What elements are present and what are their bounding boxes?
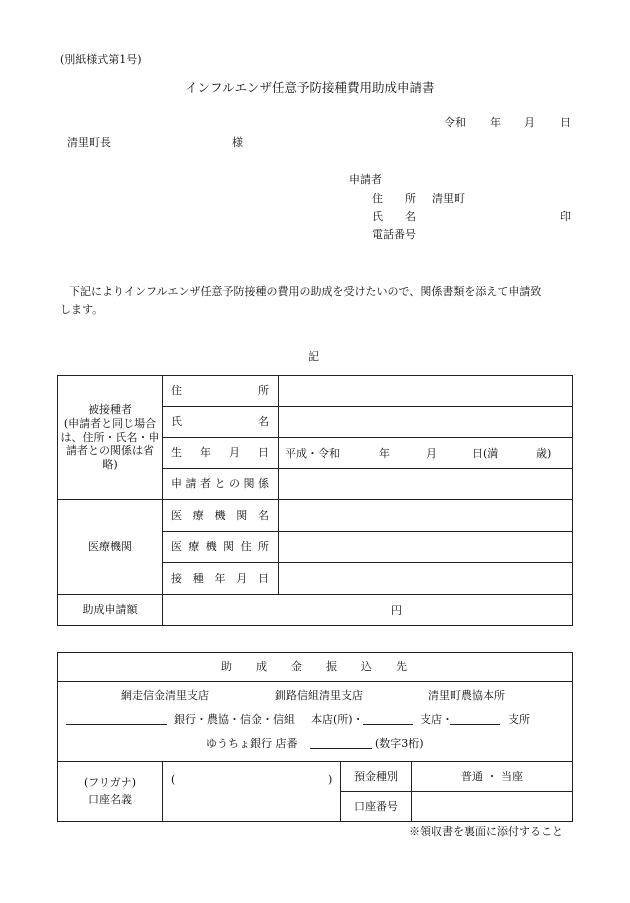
addressee-honorific: 様 bbox=[232, 136, 243, 149]
applicant-phone-label: 電話番号 bbox=[372, 228, 416, 241]
date-day: 日 bbox=[560, 116, 571, 129]
account-holder-label: 口座名義 bbox=[87, 793, 132, 806]
paren-open: ( bbox=[171, 773, 176, 786]
date-year: 年 bbox=[490, 116, 501, 129]
branch-shiten: 支店・ bbox=[420, 713, 453, 726]
body-text-line-1: 下記によりインフルエンザ任意予防接種の費用の助成を受けたいので、関係書類を添えて申請致 bbox=[69, 285, 542, 298]
branch-shisho: 支所 bbox=[508, 713, 530, 726]
account-number-label: 口座番号 bbox=[354, 799, 398, 813]
bank-option-3: 清里町農協本所 bbox=[428, 689, 505, 702]
application-table bbox=[57, 375, 573, 626]
medical-date-field[interactable] bbox=[279, 563, 572, 594]
shiten-blank[interactable] bbox=[450, 713, 500, 725]
birth-era: 平成・令和 bbox=[285, 447, 340, 460]
bank-name-blank[interactable] bbox=[66, 713, 167, 725]
applicant-heading: 申請者 bbox=[349, 173, 382, 186]
account-name-field[interactable] bbox=[163, 762, 340, 821]
amount-field[interactable] bbox=[163, 595, 572, 625]
bank-option-2: 釧路信組清里支店 bbox=[275, 689, 363, 702]
honten-blank[interactable] bbox=[363, 713, 413, 725]
recipient-relation-label: 申 請 者 と の 関 係 bbox=[171, 477, 269, 491]
paren-close: ) bbox=[328, 773, 333, 786]
yucho-digits: (数字3桁) bbox=[375, 737, 424, 750]
recipient-group-label bbox=[58, 376, 162, 499]
account-number-field[interactable] bbox=[412, 792, 572, 821]
medical-group-label: 医療機関 bbox=[88, 540, 132, 554]
addressee-name: 清里町長 bbox=[67, 136, 111, 149]
transfer-table bbox=[57, 652, 573, 822]
medical-address-label: 医 療 機 関 住 所 bbox=[171, 540, 269, 554]
amount-unit: 円 bbox=[391, 604, 402, 617]
form-number: (別紙様式第1号) bbox=[60, 53, 142, 66]
recipient-label-line-2: (申請者と同じ場合 bbox=[63, 416, 157, 430]
furigana-label: (フリガナ) bbox=[83, 776, 137, 790]
transfer-header: 助 成 金 振 込 先 bbox=[221, 660, 407, 674]
medical-date-label: 接 種 年 月 日 bbox=[171, 571, 269, 585]
bank-types: 銀行・農協・信金・信組 bbox=[174, 713, 295, 726]
applicant-address-value: 清里町 bbox=[432, 192, 465, 205]
birth-year: 年 bbox=[379, 447, 390, 460]
recipient-label-line-4: 請者との関係は省 bbox=[66, 444, 154, 458]
recipient-address-field[interactable] bbox=[279, 376, 572, 406]
receipt-note: ※領収書を裏面に添付すること bbox=[409, 825, 563, 838]
recipient-birth-label: 生 年 月 日 bbox=[171, 446, 269, 460]
medical-name-label: 医 療 機 関 名 bbox=[171, 508, 269, 522]
yucho-branch-blank[interactable] bbox=[310, 737, 372, 749]
birth-age-unit: 歳) bbox=[536, 447, 552, 460]
applicant-address-label: 住 所 bbox=[372, 192, 416, 205]
medical-name-field[interactable] bbox=[279, 500, 572, 531]
birth-month: 月 bbox=[426, 447, 437, 460]
form-title: インフルエンザ任意予防接種費用助成申請書 bbox=[185, 80, 435, 95]
medical-address-field[interactable] bbox=[279, 532, 572, 562]
body-text-line-2: します。 bbox=[60, 303, 104, 316]
recipient-relation-field[interactable] bbox=[279, 469, 572, 499]
bank-option-1: 網走信金清里支店 bbox=[121, 689, 209, 702]
amount-label: 助成申請額 bbox=[82, 603, 138, 617]
recipient-birth-field[interactable] bbox=[279, 438, 572, 468]
date-month: 月 bbox=[524, 116, 535, 129]
birth-day-age: 日(満 bbox=[472, 447, 499, 460]
applicant-seal: 印 bbox=[560, 210, 571, 223]
deposit-type-options[interactable]: 普通 ・ 当座 bbox=[461, 769, 523, 783]
recipient-name-label: 氏 名 bbox=[171, 415, 269, 429]
branch-honten: 本店(所)・ bbox=[311, 713, 364, 726]
applicant-name-label: 氏 名 bbox=[372, 210, 416, 223]
recipient-label-line-3: は、住所・氏名・申 bbox=[60, 430, 160, 444]
ki-label: 記 bbox=[308, 350, 319, 363]
date-era: 令和 bbox=[444, 116, 466, 129]
yucho-label: ゆうちょ銀行 店番 bbox=[206, 737, 298, 750]
account-name-label bbox=[58, 762, 162, 821]
recipient-label-line-1: 被接種者 bbox=[88, 403, 132, 417]
recipient-address-label: 住 所 bbox=[171, 384, 269, 398]
deposit-type-label: 預金種別 bbox=[354, 769, 398, 783]
recipient-label-line-5: 略) bbox=[102, 458, 118, 472]
recipient-name-field[interactable] bbox=[279, 407, 572, 437]
